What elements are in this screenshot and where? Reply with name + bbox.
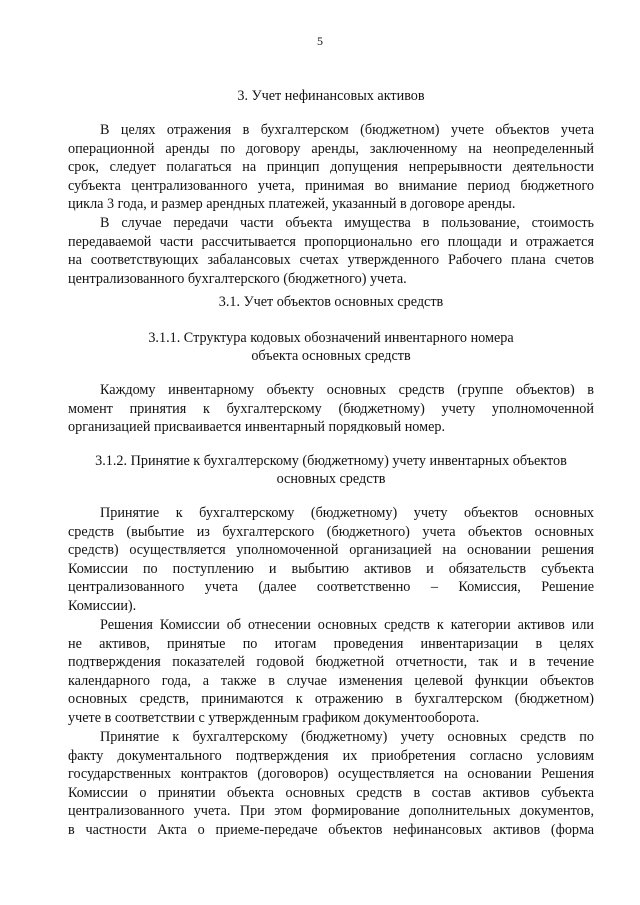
text-line: передаваемой части рассчитывается пропорционально его площади и отражается bbox=[68, 233, 594, 250]
section-3-1-2-paragraph-1 bbox=[68, 504, 594, 616]
text-line: Решения Комиссии об отнесении основных средств к категории активов или bbox=[100, 617, 594, 633]
text-line: централизованного учета (далее соответственно – Комиссия, Решение bbox=[68, 579, 594, 596]
section-3-paragraph-2 bbox=[68, 214, 594, 288]
heading-line: объекта основных средств bbox=[251, 347, 411, 364]
text-line: Принятие к бухгалтерскому (бюджетному) учету основных средств по bbox=[100, 729, 594, 745]
text-line: организацией присваивается инвентарный порядковый номер. bbox=[68, 419, 446, 436]
section-3-1-2-paragraph-2 bbox=[68, 616, 594, 728]
section-3-1-1-paragraph-1 bbox=[68, 381, 594, 437]
text-line: Принятие к бухгалтерскому (бюджетному) учету объектов основных bbox=[100, 505, 594, 521]
text-line: В целях отражения в бухгалтерском (бюджетном) учете объектов учета bbox=[100, 122, 594, 138]
section-3-1-2-heading bbox=[68, 453, 594, 488]
heading-line: 3.1.1. Структура кодовых обозначений инвентарного номера bbox=[148, 330, 514, 346]
text-line: средств (выбытие из бухгалтерского (бюджетного) учета объектов основных bbox=[68, 523, 594, 540]
text-line: Комиссии по поступлению и выбытию активов и обязательств субъекта bbox=[68, 560, 594, 577]
heading-line: 3. Учет нефинансовых активов bbox=[237, 88, 425, 104]
text-line: календарного года, а также в случае изменения целевой функции объектов bbox=[68, 672, 594, 689]
text-line: подтверждения показателей годовой бюджетной отчетности, так и в течение bbox=[68, 654, 594, 671]
text-line: цикла 3 года, и размер арендных платежей, указанный в договоре аренды. bbox=[68, 196, 516, 213]
page-number: 5 bbox=[317, 34, 323, 48]
text-line: В случае передачи части объекта имущества в пользование, стоимость bbox=[100, 215, 594, 231]
text-line: факту документального подтверждения их приобретения согласно условиям bbox=[68, 747, 594, 764]
text-line: основных средств, принимаются к отражению в бухгалтерском (бюджетном) bbox=[68, 691, 594, 708]
text-line: Комиссии о принятии объекта основных средств в состав активов субъекта bbox=[68, 784, 594, 801]
text-line: централизованного бухгалтерского (бюджетного) учета. bbox=[68, 270, 407, 287]
text-line: не активов, принятые по итогам проведения инвентаризации в целях bbox=[68, 635, 594, 652]
section-3-paragraph-1 bbox=[68, 121, 594, 214]
text-line: средств) осуществляется уполномоченной организацией на основании решения bbox=[68, 542, 594, 559]
section-3-1-1-heading bbox=[68, 330, 594, 365]
text-line: централизованного учета. При этом формирование дополнительных документов, bbox=[68, 803, 594, 820]
section-3-1-heading bbox=[68, 294, 594, 312]
heading-line: основных средств bbox=[276, 470, 386, 487]
text-line: Комиссии). bbox=[68, 597, 137, 614]
heading-line: 3.1.2. Принятие к бухгалтерскому (бюджетному) учету инвентарных объектов bbox=[95, 453, 567, 469]
text-line: на соответствующих забалансовых счетах утвержденного Рабочего плана счетов bbox=[68, 252, 594, 269]
section-3-heading bbox=[68, 88, 594, 106]
text-line: учете в соответствии с утвержденным графиком документооборота. bbox=[68, 709, 480, 726]
text-line: момент принятия к бухгалтерскому (бюджетному) учету уполномоченной bbox=[68, 400, 594, 417]
section-3-1-2-paragraph-3 bbox=[68, 728, 594, 840]
text-line: операционной аренды по договору аренды, заключенному на неопределенный bbox=[68, 140, 594, 157]
heading-line: 3.1. Учет объектов основных средств bbox=[218, 294, 444, 310]
text-line: Каждому инвентарному объекту основных средств (группе объектов) в bbox=[100, 382, 594, 398]
text-line: в частности Акта о приеме-передаче объектов нефинансовых активов (форма bbox=[68, 821, 594, 838]
text-line: срок, следует полагаться на принцип допущения непрерывности деятельности bbox=[68, 159, 594, 176]
text-line: государственных контрактов (договоров) осуществляется на основании Решения bbox=[68, 766, 594, 783]
text-line: субъекта централизованного учета, принимая во внимание период бюджетного bbox=[68, 177, 594, 194]
